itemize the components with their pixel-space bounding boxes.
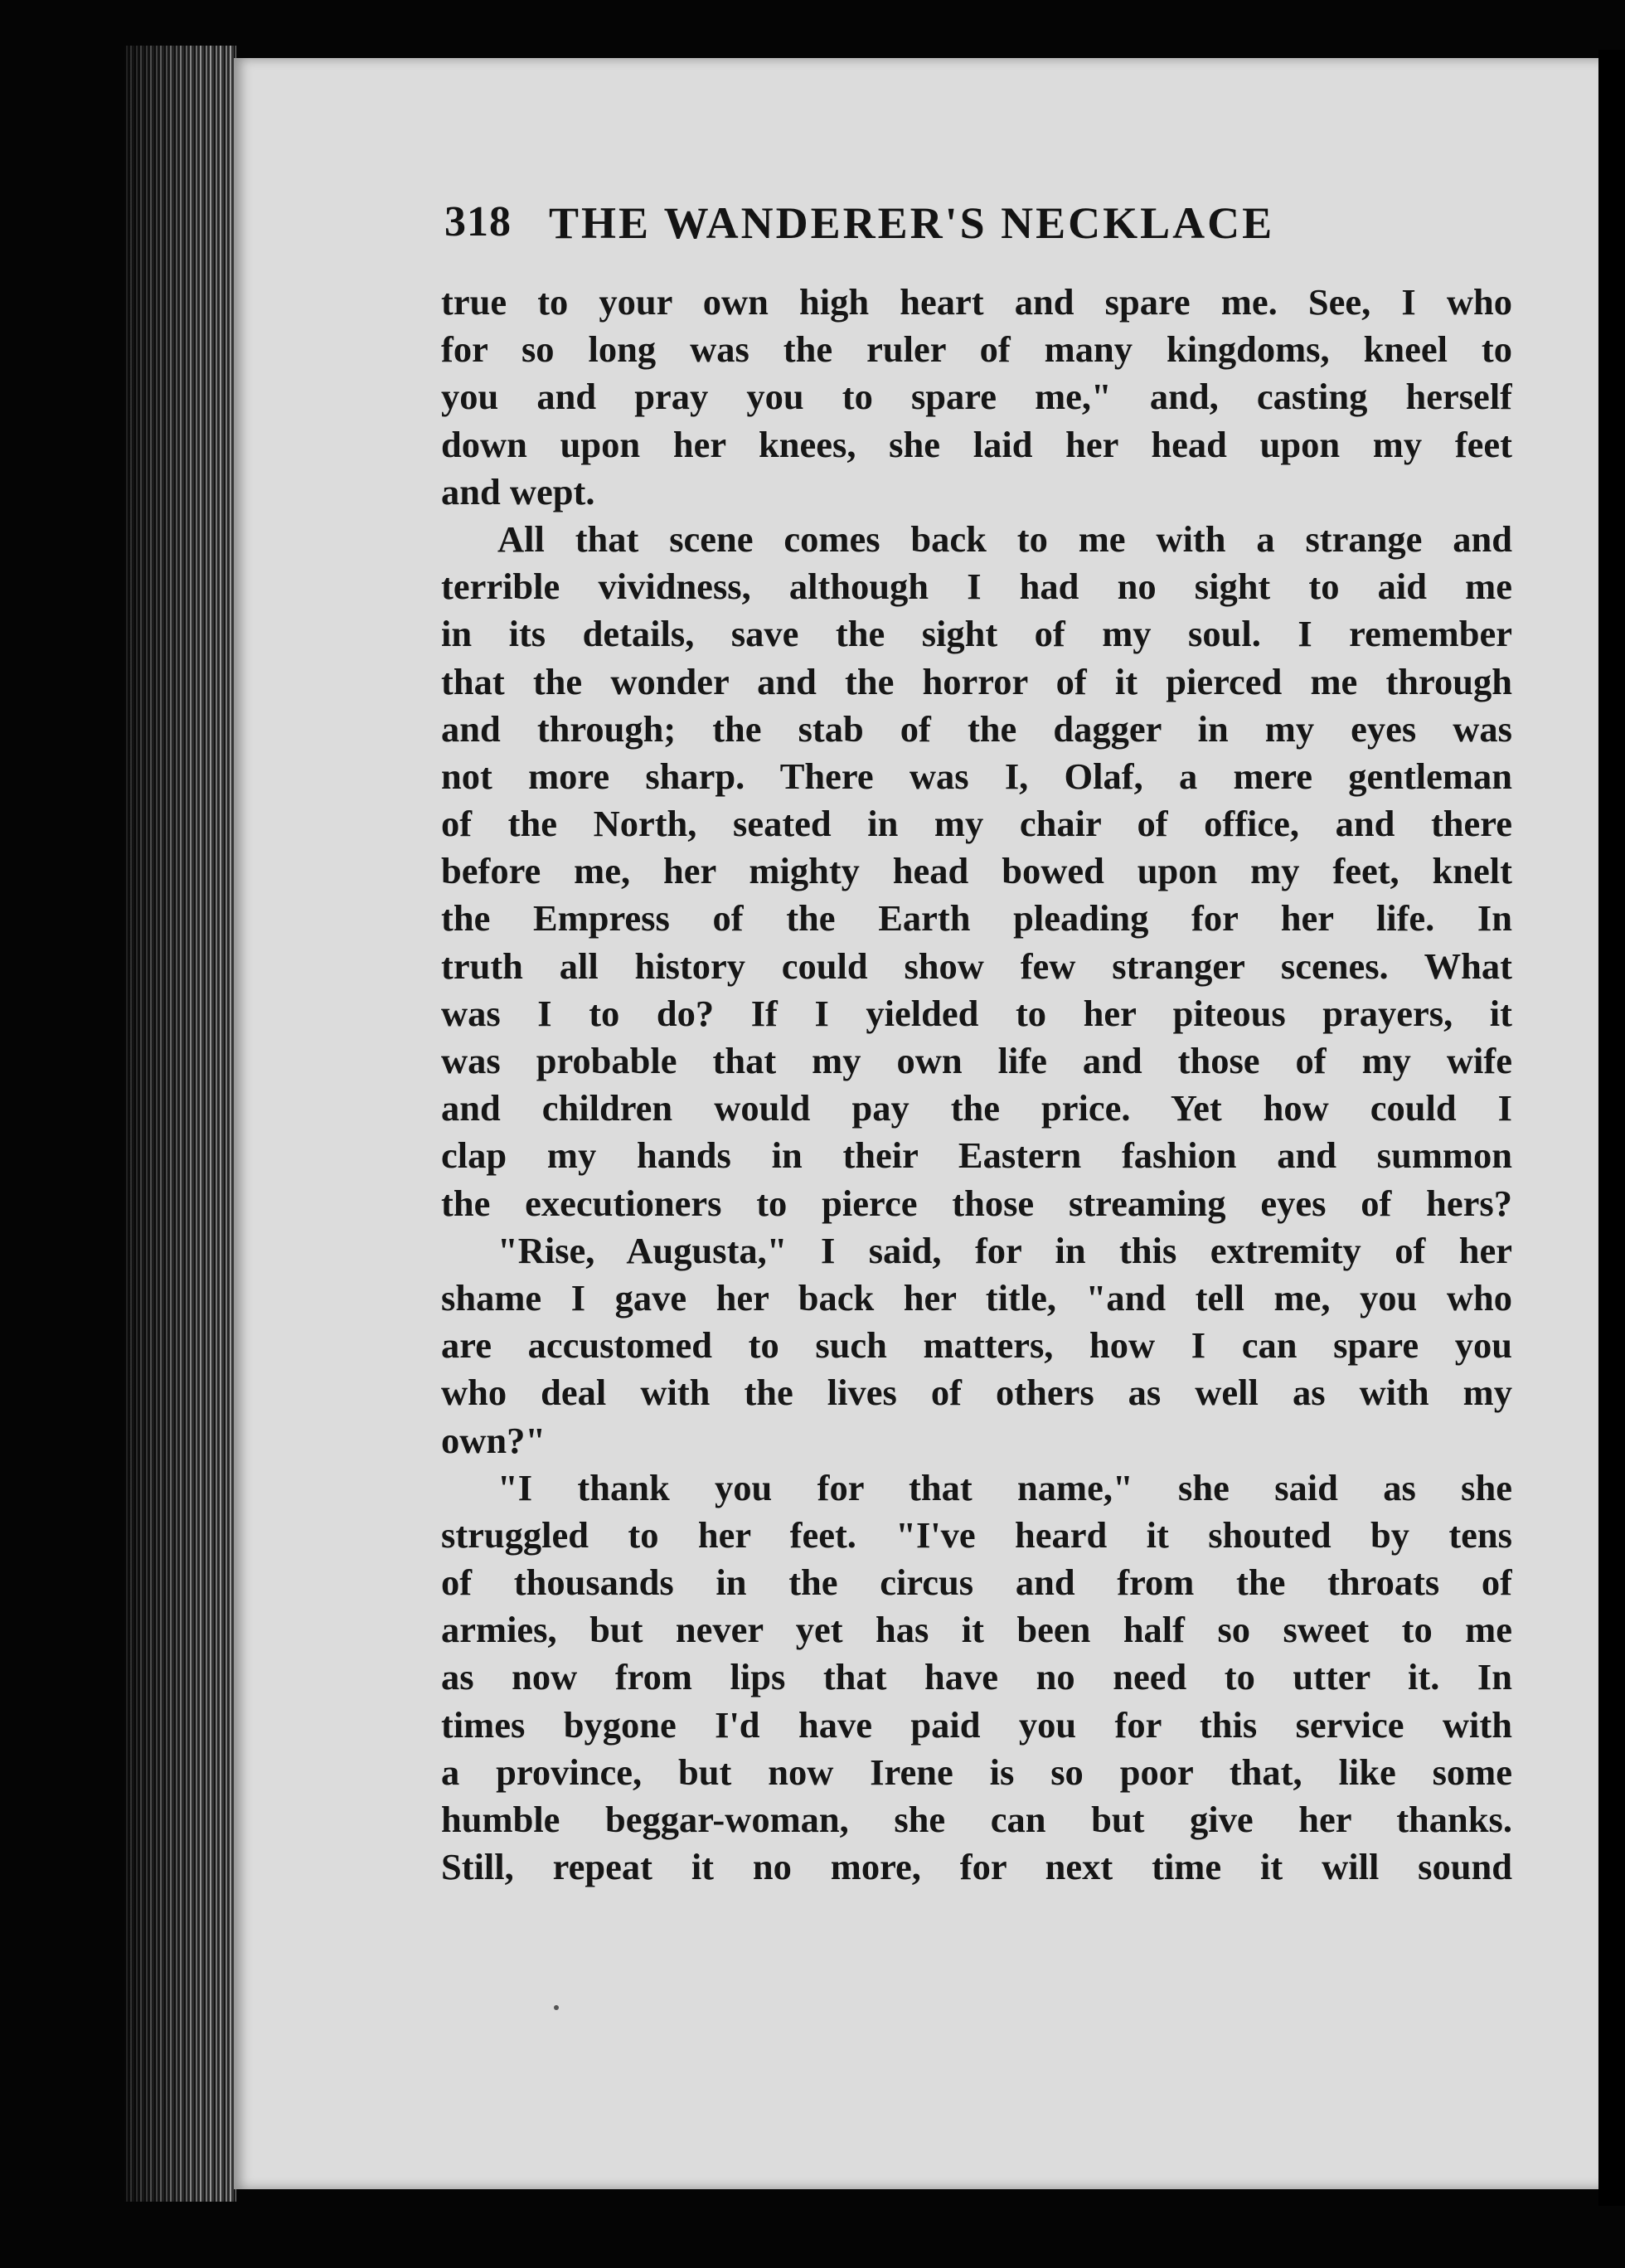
page-number: 318 bbox=[444, 198, 512, 245]
text-line: that the wonder and the horror of it pierced me through bbox=[441, 660, 1512, 702]
text-line: Still, repeat it no more, for next time it will sound bbox=[441, 1846, 1512, 1888]
text-line: clap my hands in their Eastern fashion and summon bbox=[441, 1134, 1512, 1177]
text-line: are accustomed to such matters, how I can spare you bbox=[441, 1324, 1512, 1367]
text-line: the executioners to pierce those streaming eyes of hers? bbox=[441, 1182, 1512, 1224]
text-line: not more sharp. There was I, Olaf, a mere gentleman bbox=[441, 755, 1512, 797]
text-line: times bygone I'd have paid you for this service with bbox=[441, 1703, 1512, 1746]
text-line: as now from lips that have no need to utter it. In bbox=[441, 1656, 1512, 1698]
text-line: of thousands in the circus and from the throats of bbox=[441, 1561, 1512, 1604]
text-line: All that scene comes back to me with a strange and bbox=[497, 517, 1512, 560]
text-line: and children would pay the price. Yet how could I bbox=[441, 1087, 1512, 1129]
text-line: humble beggar-woman, she can but give her thanks. bbox=[441, 1799, 1512, 1840]
text-line: terrible vividness, although I had no sight to aid me bbox=[441, 566, 1512, 608]
text-line: you and pray you to spare me," and, casting herself bbox=[441, 376, 1512, 418]
text-line: before me, her mighty head bowed upon my feet, knelt bbox=[441, 850, 1512, 892]
right-border bbox=[1598, 50, 1625, 2206]
body-text bbox=[441, 279, 1512, 1891]
text-line: of the North, seated in my chair of office, and there bbox=[441, 803, 1512, 845]
text-line: armies, but never yet has it been half so sweet to me bbox=[441, 1609, 1512, 1651]
text-line: true to your own high heart and spare me. See, I who bbox=[441, 281, 1512, 323]
text-line: and through; the stab of the dagger in my eyes was bbox=[441, 707, 1512, 750]
text-line: "Rise, Augusta," I said, for in this extremity of her bbox=[497, 1229, 1512, 1271]
page-edge-shadow bbox=[124, 46, 236, 2202]
text-line: in its details, save the sight of my soul. I remember bbox=[441, 613, 1512, 655]
text-line: a province, but now Irene is so poor that, like some bbox=[441, 1751, 1512, 1793]
text-line: own?" bbox=[441, 1419, 546, 1461]
text-line: shame I gave her back her title, "and tell me, you who bbox=[441, 1276, 1512, 1319]
text-line: the Empress of the Earth pleading for her life. In bbox=[441, 897, 1512, 940]
page-header bbox=[444, 197, 1514, 264]
text-line: and wept. bbox=[441, 470, 595, 512]
ink-speck bbox=[554, 2005, 559, 2010]
running-title: THE WANDERER'S NECKLACE bbox=[549, 198, 1275, 248]
text-line: who deal with the lives of others as well as with my bbox=[441, 1372, 1512, 1414]
text-line: struggled to her feet. "I've heard it shouted by tens bbox=[441, 1513, 1512, 1556]
text-line: truth all history could show few stranger scenes. What bbox=[441, 945, 1512, 987]
text-line: "I thank you for that name," she said as she bbox=[497, 1466, 1512, 1508]
text-line: for so long was the ruler of many kingdoms, kneel to bbox=[441, 328, 1512, 371]
text-line: down upon her knees, she laid her head upon my feet bbox=[441, 423, 1512, 465]
text-line: was probable that my own life and those of my wife bbox=[441, 1040, 1512, 1081]
text-line: was I to do? If I yielded to her piteous prayers, it bbox=[441, 992, 1512, 1034]
